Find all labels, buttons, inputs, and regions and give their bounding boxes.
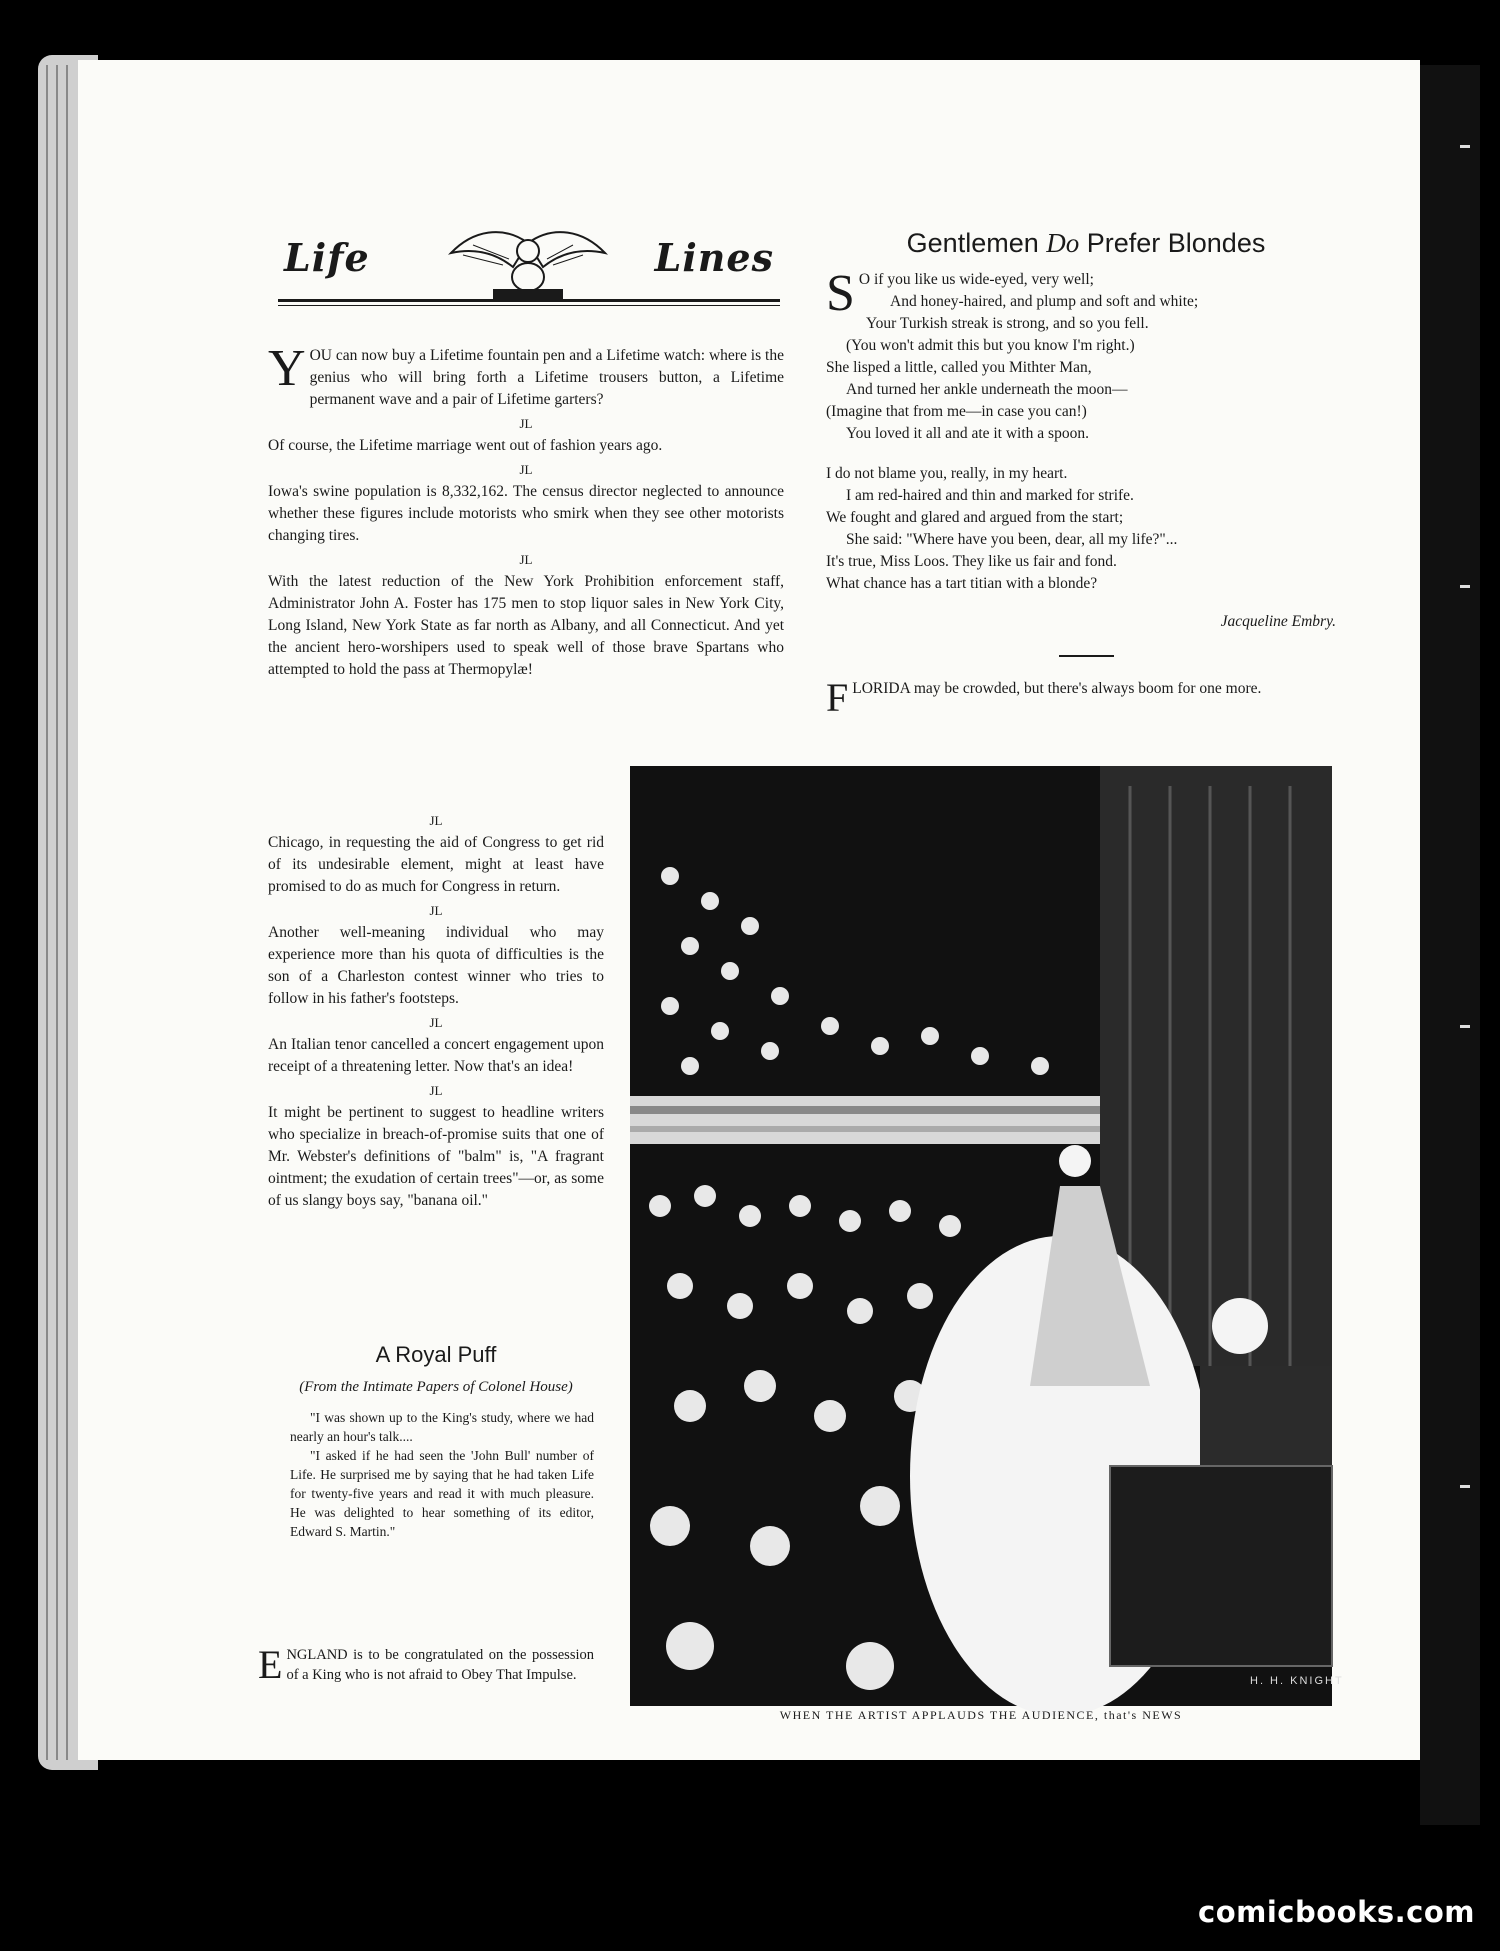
poem-line: (You won't admit this but you know I'm right.) bbox=[846, 337, 1135, 354]
poem-line: Your Turkish streak is strong, and so you fell. bbox=[866, 315, 1149, 332]
poem-line: (Imagine that from me—in case you can!) bbox=[826, 403, 1087, 420]
drop-cap: F bbox=[826, 675, 849, 720]
page-edge bbox=[1420, 65, 1480, 1825]
separator-mark: JL bbox=[429, 813, 443, 828]
separator-mark: JL bbox=[519, 416, 533, 431]
life-lines-narrow bbox=[268, 808, 604, 1212]
drop-cap: S bbox=[826, 265, 855, 322]
poem-line: What chance has a tart titian with a blonde? bbox=[826, 575, 1098, 592]
life-lines-masthead bbox=[278, 225, 780, 310]
illustration-caption: WHEN THE ARTIST APPLAUDS THE AUDIENCE, that's NEWS bbox=[779, 1708, 1183, 1722]
drop-cap: Y bbox=[268, 340, 306, 397]
divider bbox=[1059, 655, 1114, 657]
paragraph: Of course, the Lifetime marriage went out of fashion years ago. bbox=[268, 437, 663, 454]
poem-stanza bbox=[826, 463, 1346, 595]
poem-line: It's true, Miss Loos. They like us fair and fond. bbox=[826, 553, 1117, 570]
drop-cap: E bbox=[258, 1642, 283, 1687]
artist-signature: H. H. KNIGHT bbox=[1250, 1675, 1344, 1687]
florida-item: FLORIDA may be crowded, but there's always boom for one more. bbox=[826, 675, 1262, 720]
separator-mark: JL bbox=[519, 552, 533, 567]
poem-line: I am red-haired and thin and marked for strife. bbox=[846, 487, 1134, 504]
poem-line: And turned her ankle underneath the moon— bbox=[846, 381, 1128, 398]
poem-line: And honey-haired, and plump and soft and white; bbox=[890, 293, 1199, 310]
separator-mark: JL bbox=[429, 1015, 443, 1030]
poem-title: Gentlemen Do Prefer Blondes bbox=[906, 228, 1266, 258]
article-source: (From the Intimate Papers of Colonel House) bbox=[299, 1379, 573, 1395]
paragraph: Another well-meaning individual who may experience more than his quota of difficulties is the son of a Charleston contest winner who tries to follow in his father's footsteps. bbox=[268, 924, 604, 1007]
poem-stanza bbox=[826, 265, 1346, 445]
paragraph: Iowa's swine population is 8,332,162. The census director neglected to announce whether these figures include motorists who smirk when they see other motorists changing tires. bbox=[268, 483, 784, 544]
separator-mark: JL bbox=[429, 903, 443, 918]
cherub-icon bbox=[443, 225, 613, 307]
masthead-rule bbox=[278, 299, 780, 302]
poem-line: We fought and glared and argued from the start; bbox=[826, 509, 1124, 526]
masthead-right-word: Lines bbox=[654, 235, 774, 280]
paragraph: It might be pertinent to suggest to headline writers who specialize in breach-of-promise suits that one of Mr. Webster's definitions of "balm" is, "A fragrant ointment; the exudation of certain trees"—or, as some of us slangy boys say, "banana oil." bbox=[268, 1104, 604, 1209]
paragraph: "I was shown up to the King's study, where we had nearly an hour's talk.... bbox=[290, 1410, 594, 1444]
poem-line: O if you like us wide-eyed, very well; bbox=[858, 271, 1094, 288]
theatre-illustration bbox=[630, 766, 1344, 1706]
paragraph: YOU can now buy a Lifetime fountain pen and a Lifetime watch: where is the genius who will bring forth a Lifetime trousers button, a Lifetime permanent wave and a pair of Lifetime garters? bbox=[268, 340, 784, 408]
poem-line: She lisped a little, called you Mithter Man, bbox=[826, 359, 1092, 376]
poem-author: Jacqueline Embry. bbox=[1220, 613, 1336, 630]
paragraph: An Italian tenor cancelled a concert engagement upon receipt of a threatening letter. Now that's an idea! bbox=[268, 1036, 604, 1075]
life-lines-top bbox=[268, 340, 784, 681]
paragraph: With the latest reduction of the New York Prohibition enforcement staff, Administrator John A. Foster has 175 men to stop liquor sales in New York City, Long Island, New York State as far north as Albany, and all Connecticut. And yet the ancient hero-worshipers used to speak well of those brave Spartans who attempted to hold the pass at Thermopylæ! bbox=[268, 573, 784, 678]
england-item: ENGLAND is to be congratulated on the possession of a King who is not afraid to Obey That Impulse. bbox=[258, 1642, 594, 1687]
separator-mark: JL bbox=[519, 462, 533, 477]
masthead-left-word: Life bbox=[284, 235, 370, 280]
paragraph: Chicago, in requesting the aid of Congress to get rid of its undesirable element, might at least have promised to do as much for Congress in return. bbox=[268, 834, 604, 895]
poem-line: You loved it all and ate it with a spoon. bbox=[846, 425, 1089, 442]
article-title: A Royal Puff bbox=[375, 1342, 497, 1367]
poem-line: I do not blame you, really, in my heart. bbox=[826, 465, 1068, 482]
poem-article bbox=[826, 228, 1346, 720]
poem-line: She said: "Where have you been, dear, all my life?"... bbox=[846, 531, 1178, 548]
separator-mark: JL bbox=[429, 1083, 443, 1098]
royal-puff-article bbox=[268, 1342, 604, 1541]
site-watermark: comicbooks.com bbox=[1198, 1895, 1475, 1929]
paragraph: "I asked if he had seen the 'John Bull' number of Life. He surprised me by saying that he had taken Life for twenty-five years and read it with much pleasure. He was delighted to hear something of its editor, Edward S. Martin." bbox=[290, 1448, 594, 1539]
